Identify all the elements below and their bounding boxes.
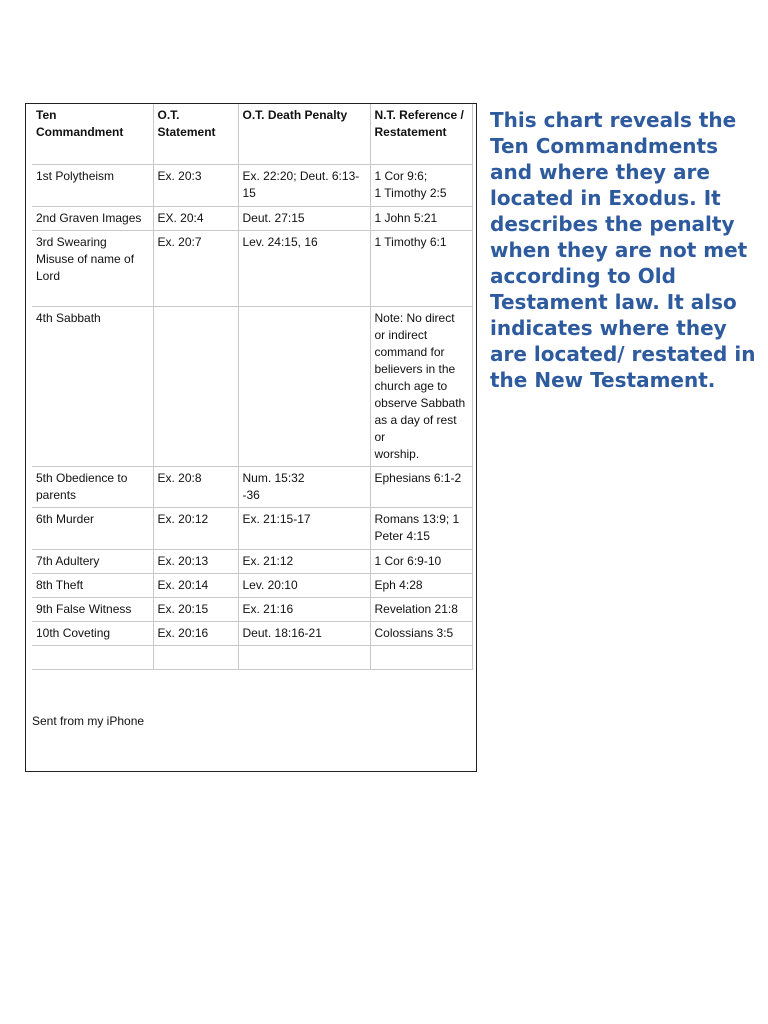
table-row [32, 230, 472, 306]
commandment-cell: 2nd Graven Images [32, 206, 153, 230]
nt-reference-cell: Note: No direct or indirect command for believers in the church age to observe Sabbath as a day of rest or worship. [370, 306, 472, 466]
ot-statement-cell: Ex. 20:13 [153, 549, 238, 573]
table-row-empty [32, 645, 472, 669]
ot-penalty-cell: Deut. 18:16-21 [238, 621, 370, 645]
commandment-cell [32, 645, 153, 669]
nt-reference-cell: Colossians 3:5 [370, 621, 472, 645]
ot-statement-cell: Ex. 20:12 [153, 507, 238, 549]
ot-penalty-cell [238, 645, 370, 669]
ot-penalty-cell: Deut. 27:15 [238, 206, 370, 230]
table-row [32, 507, 472, 549]
chart-description: This chart reveals the Ten Commandments and where they are located in Exodus. It describes the penalty when they are not met according to Old Testament law. It also indicates where they are located/ restated in the New Testament. [490, 108, 756, 392]
header-ten-commandment: Ten Commandment [32, 104, 153, 164]
header-nt-reference: N.T. Reference / Restatement [370, 104, 472, 164]
nt-reference-cell: Ephesians 6:1-2 [370, 466, 472, 507]
ot-statement-cell: Ex. 20:15 [153, 597, 238, 621]
ot-statement-cell: Ex. 20:7 [153, 230, 238, 306]
ot-statement-cell: EX. 20:4 [153, 206, 238, 230]
ot-penalty-cell: Ex. 21:12 [238, 549, 370, 573]
nt-reference-cell: 1 Cor 6:9-10 [370, 549, 472, 573]
table-header-row [32, 104, 472, 164]
ot-penalty-cell: Ex. 21:15-17 [238, 507, 370, 549]
table-row [32, 306, 472, 466]
nt-reference-cell: Revelation 21:8 [370, 597, 472, 621]
ot-penalty-cell: Num. 15:32 -36 [238, 466, 370, 507]
commandment-cell: 6th Murder [32, 507, 153, 549]
commandment-cell: 5th Obedience to parents [32, 466, 153, 507]
nt-reference-cell: Eph 4:28 [370, 573, 472, 597]
commandment-cell: 4th Sabbath [32, 306, 153, 466]
ot-statement-cell: Ex. 20:3 [153, 164, 238, 206]
table-row [32, 549, 472, 573]
table-row [32, 597, 472, 621]
table-row [32, 466, 472, 507]
document-frame [25, 103, 477, 772]
nt-reference-cell: Romans 13:9; 1 Peter 4:15 [370, 507, 472, 549]
nt-reference-cell: 1 Cor 9:6; 1 Timothy 2:5 [370, 164, 472, 206]
commandments-table [32, 104, 473, 670]
table-row [32, 573, 472, 597]
nt-reference-cell: 1 John 5:21 [370, 206, 472, 230]
commandment-cell: 8th Theft [32, 573, 153, 597]
ot-penalty-cell: Ex. 22:20; Deut. 6:13- 15 [238, 164, 370, 206]
table-row [32, 206, 472, 230]
commandment-cell: 7th Adultery [32, 549, 153, 573]
ot-penalty-cell [238, 306, 370, 466]
commandment-cell: 9th False Witness [32, 597, 153, 621]
header-ot-statement: O.T. Statement [153, 104, 238, 164]
ot-penalty-cell: Lev. 24:15, 16 [238, 230, 370, 306]
ot-statement-cell: Ex. 20:16 [153, 621, 238, 645]
commandment-cell: 10th Coveting [32, 621, 153, 645]
ot-statement-cell [153, 306, 238, 466]
commandment-cell: 1st Polytheism [32, 164, 153, 206]
table-row [32, 164, 472, 206]
commandment-cell: 3rd Swearing Misuse of name of Lord [32, 230, 153, 306]
ot-statement-cell: Ex. 20:8 [153, 466, 238, 507]
header-ot-death-penalty: O.T. Death Penalty [238, 104, 370, 164]
ot-statement-cell: Ex. 20:14 [153, 573, 238, 597]
nt-reference-cell [370, 645, 472, 669]
ot-penalty-cell: Lev. 20:10 [238, 573, 370, 597]
email-signature: Sent from my iPhone [32, 714, 145, 728]
nt-reference-cell: 1 Timothy 6:1 [370, 230, 472, 306]
table-row [32, 621, 472, 645]
ot-statement-cell [153, 645, 238, 669]
ot-penalty-cell: Ex. 21:16 [238, 597, 370, 621]
